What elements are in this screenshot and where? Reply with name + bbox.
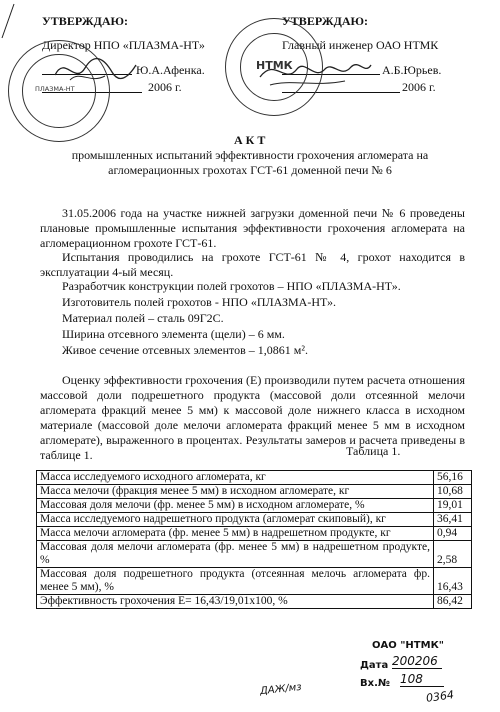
right-approval-position: Главный инженер ОАО НТМК bbox=[282, 38, 439, 52]
left-stamp-label: ПЛАЗМА-НТ bbox=[35, 85, 75, 93]
row-value: 19,01 bbox=[434, 499, 472, 513]
registration-date-value: 200206 bbox=[392, 654, 442, 669]
info-line-manufacturer: Изготовитель полей грохотов - НПО «ПЛАЗМА-НТ». bbox=[62, 295, 337, 309]
left-approval-position: Директор НПО «ПЛАЗМА-НТ» bbox=[42, 38, 205, 52]
row-label: Массовая доля мелочи агломерата (фр. менее 5 мм) в надрешетном продукте, % bbox=[37, 541, 434, 568]
left-approval-name: Ю.А.Афенка. bbox=[136, 63, 205, 77]
row-label: Масса исследуемого надрешетного продукта (агломерат скиповый), кг bbox=[37, 513, 434, 527]
table-caption: Таблица 1. bbox=[346, 444, 401, 458]
row-value: 56,16 bbox=[434, 471, 472, 485]
left-approval-year: 2006 г. bbox=[148, 80, 182, 94]
row-label: Масса мелочи агломерата (фр. менее 5 мм) в надрешетном продукте, кг bbox=[37, 527, 434, 541]
row-value: 0,94 bbox=[434, 527, 472, 541]
paragraph-method: Оценку эффективности грохочения (Е) производили путем расчета отношения массовой доли подрешетного продукта (массовой доли отсеянной мелочи агломерата фракций менее 5 мм) к массовой доле нижнего класса в исходном материале (массовой доле мелочи агломерата фракций менее 5 мм в исходном агломерате), выраженного в процентах. Результаты замеров и расчета приведены в таблице 1. bbox=[40, 373, 465, 462]
act-title-line1: промышленных испытаний эффективности грохочения агломерата на bbox=[71, 148, 429, 162]
row-label: Масса мелочи (фракция менее 5 мм) в исходном агломерате, кг bbox=[37, 485, 434, 499]
act-title-word: А К Т bbox=[234, 133, 266, 147]
right-approval-name: А.Б.Юрьев. bbox=[382, 63, 442, 77]
row-label: Масса исследуемого исходного агломерата, кг bbox=[37, 471, 434, 485]
info-line-slot-width: Ширина отсевного элемента (щели) – 6 мм. bbox=[62, 327, 285, 341]
info-line-material: Материал полей – сталь 09Г2С. bbox=[62, 311, 224, 325]
left-approval-heading: УТВЕРЖДАЮ: bbox=[42, 14, 129, 28]
info-line-open-area: Живое сечение отсевных элементов – 1,0861 м². bbox=[62, 343, 308, 357]
table-row bbox=[37, 471, 472, 485]
row-value: 16,43 bbox=[434, 568, 472, 595]
registration-number-value: 108 bbox=[400, 672, 444, 687]
registration-date-label: Дата bbox=[360, 660, 389, 671]
row-label: Массовая доля подрешетного продукта (отсеянная мелочь агломерата фр. менее 5 мм), % bbox=[37, 568, 434, 595]
table-row bbox=[37, 541, 472, 568]
table-row bbox=[37, 513, 472, 527]
handwritten-note-left: ДАЖ/мз bbox=[259, 681, 303, 698]
table-row bbox=[37, 527, 472, 541]
row-value: 86,42 bbox=[434, 595, 472, 609]
act-title-line2: агломерационных грохотах ГСТ-61 доменной печи № 6 bbox=[108, 163, 392, 177]
results-table bbox=[36, 470, 472, 609]
right-approval-year: 2006 г. bbox=[402, 80, 436, 94]
table-row bbox=[37, 499, 472, 513]
info-line-developer: Разработчик конструкции полей грохотов – НПО «ПЛАЗМА-НТ». bbox=[62, 279, 401, 293]
paragraph-test-conditions: Испытания проводились на грохоте ГСТ-61 № 4, грохот находится в эксплуатации 4-ый месяц. bbox=[40, 250, 465, 279]
left-signature bbox=[50, 50, 140, 90]
row-value: 10,68 bbox=[434, 485, 472, 499]
registration-org: ОАО "НТМК" bbox=[372, 640, 444, 651]
right-signature bbox=[255, 55, 375, 91]
registration-number-label: Вх.№ bbox=[360, 678, 390, 689]
table-row bbox=[37, 595, 472, 609]
right-stamp-label: НТМК bbox=[256, 59, 293, 72]
table-row bbox=[37, 568, 472, 595]
row-value: 2,58 bbox=[434, 541, 472, 568]
table-row bbox=[37, 485, 472, 499]
row-label: Эффективность грохочения E= 16,43/19,01x100, % bbox=[37, 595, 434, 609]
row-label: Массовая доля мелочи (фр. менее 5 мм) в исходном агломерате, % bbox=[37, 499, 434, 513]
row-value: 36,41 bbox=[434, 513, 472, 527]
handwritten-note-right: 0364 bbox=[425, 688, 455, 705]
right-approval-heading: УТВЕРЖДАЮ: bbox=[282, 14, 369, 28]
corner-pen-mark bbox=[0, 0, 20, 40]
paragraph-test-date: 31.05.2006 года на участке нижней загрузки доменной печи № 6 проведены плановые промышленные испытания эффективности грохочения агломерата на агломерационном грохоте ГСТ-61. bbox=[40, 206, 465, 250]
